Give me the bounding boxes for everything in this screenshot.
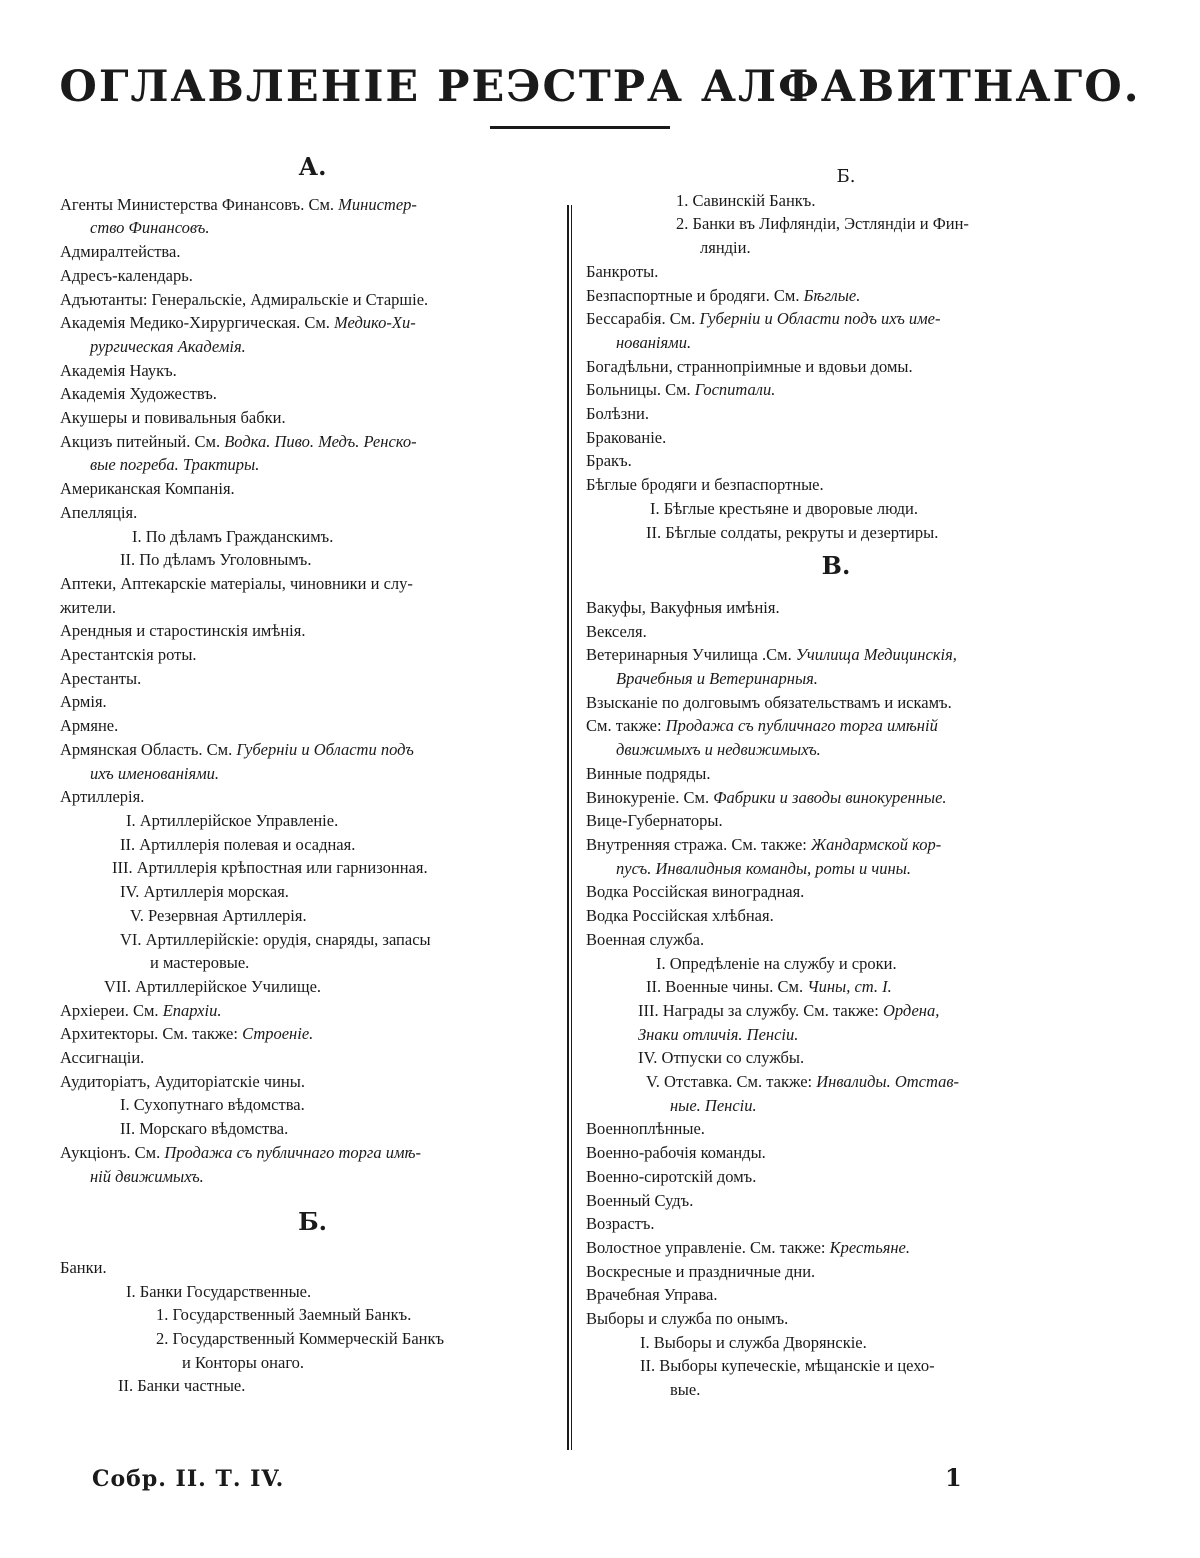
- entry-text: Богадѣльни, страннопріимные и вдовьи домы.: [586, 356, 913, 376]
- right_v-line-11: [586, 857, 1086, 881]
- left_a-line-12: [60, 477, 565, 501]
- entry-text: Академія Наукъ.: [60, 360, 177, 380]
- right_voen-line-5: [586, 1070, 1086, 1094]
- entries-b-2: [586, 260, 1086, 497]
- entry-text: Внутренняя стража. См. также:: [586, 834, 811, 854]
- entry-reference: Госпитали.: [694, 380, 776, 400]
- entry-reference: Продажа съ публичнаго торга имѣній: [665, 716, 938, 736]
- entries-begl: [586, 497, 1086, 544]
- entry-text: Военно-сиротскій домъ.: [586, 1166, 757, 1186]
- right_v2-line-2: [586, 1165, 1086, 1189]
- right_b2-line-6: [586, 402, 1086, 426]
- entry-text: Армія.: [60, 692, 107, 712]
- entry-banks: Банки.: [60, 1257, 107, 1277]
- left_a-line-7: [60, 359, 565, 383]
- left_aud-item-0: I. Сухопутнаго вѣдомства.: [120, 1095, 305, 1115]
- entry-text: Военноплѣнные.: [586, 1119, 705, 1139]
- right_b2-line-1: [586, 284, 1086, 308]
- entry-text: Академія Художествъ.: [60, 384, 217, 404]
- left_a3-line-0: [60, 999, 565, 1023]
- right_v-line-13: [586, 904, 1086, 928]
- left_a2-line-7: [60, 738, 565, 762]
- entries-artillery: [60, 809, 565, 999]
- entry-reference: Министер-: [338, 194, 417, 214]
- entry-text: Врачебная Управа.: [586, 1285, 718, 1305]
- entry-reference: Губерніи и Области подъ ихъ име-: [699, 309, 941, 329]
- entry-text: Арестанты.: [60, 668, 142, 688]
- right-column: [586, 165, 1086, 1402]
- entry-text: Бракъ.: [586, 451, 632, 471]
- right_v-line-10: [586, 833, 1086, 857]
- left_a-line-11: [60, 453, 565, 477]
- entry-reference: движимыхъ и недвижимыхъ.: [616, 740, 821, 760]
- entry-reference: пусъ. Инвалидныя команды, роты и чины.: [616, 858, 911, 878]
- entry-text: Акцизъ питейный. См.: [60, 431, 225, 451]
- column-divider: [567, 205, 572, 1450]
- entry-text: Аукціонъ. См.: [60, 1142, 165, 1162]
- entry-banks-2: II. Банки частные.: [118, 1376, 246, 1396]
- right_v-line-12: [586, 880, 1086, 904]
- section-letter-b-cont: Б.: [836, 166, 856, 187]
- entry-text: Вакуфы, Вакуфныя имѣнія.: [586, 597, 780, 617]
- entry-text: III. Награды за службу. См. также:: [638, 1000, 883, 1020]
- entry-text: Академія Медико-Хирургическая. См.: [60, 313, 335, 333]
- entry-reference: Ордена,: [882, 1000, 940, 1020]
- left_aud-item-1: II. Морскаго вѣдомства.: [120, 1119, 289, 1139]
- right_voen-line-6: [586, 1094, 1086, 1118]
- right_voen-line-3: [586, 1023, 1086, 1047]
- entries-auditoriat: [60, 1093, 565, 1140]
- right_b2-line-9: [586, 473, 1086, 497]
- entry-reference: Жандармской кор-: [810, 834, 942, 854]
- entry-text: I. Опредѣленіе на службу и сроки.: [656, 953, 897, 973]
- entry-text: Архитекторы. См. также:: [60, 1024, 243, 1044]
- right_v2-line-0: [586, 1117, 1086, 1141]
- left_a2-line-8: [60, 762, 565, 786]
- right_voen-line-4: [586, 1046, 1086, 1070]
- right_v2-line-8: [586, 1307, 1086, 1331]
- entry-reference: Продажа съ публичнаго торга имѣ-: [164, 1142, 421, 1162]
- left_art-item-2: III. Артиллерія крѣпостная или гарнизонная.: [112, 858, 428, 878]
- page-title: ОГЛАВЛЕНІЕ РЕЭСТРА АЛФАВИТНАГО.: [59, 62, 1141, 112]
- entry-reference: Училища Медицинскія,: [795, 645, 957, 665]
- entry-text: Адресъ-календарь.: [60, 265, 193, 285]
- right_b2-line-7: [586, 426, 1086, 450]
- entry-text: Больницы. См.: [586, 380, 695, 400]
- entry-text: Военно-рабочія команды.: [586, 1143, 766, 1163]
- left_art-item-7: VII. Артиллерійское Училище.: [104, 976, 322, 996]
- left_a-line-3: [60, 264, 565, 288]
- right_voen-line-0: [586, 952, 1086, 976]
- right_v2-line-6: [586, 1260, 1086, 1284]
- entry-text: V. Отставка. См. также:: [646, 1072, 817, 1092]
- left_art-item-5: VI. Артиллерійскіе: орудія, снаряды, запасы: [120, 929, 431, 949]
- entry-reference: ихъ именованіями.: [90, 763, 220, 783]
- entry-text: Выборы и служба по онымъ.: [586, 1309, 789, 1329]
- entry-reference: Врачебныя и Ветеринарныя.: [616, 669, 818, 689]
- left_a-line-10: [60, 430, 565, 454]
- entry-reference: Губерніи и Области подъ: [236, 739, 414, 759]
- entry-text: IV. Отпуски со службы.: [638, 1048, 805, 1068]
- right_v-line-4: [586, 691, 1086, 715]
- right_v-line-6: [586, 738, 1086, 762]
- entry-text: Адмиралтейства.: [60, 242, 181, 262]
- page-number: 1: [945, 1463, 962, 1492]
- right_vyb-item-2: вые.: [670, 1380, 701, 1400]
- entry-text: Бессарабія. См.: [586, 309, 700, 329]
- entry-livland: 2. Банки въ Лифляндіи, Эстляндіи и Фин-: [676, 214, 969, 234]
- entry-reference: ство Финансовъ.: [90, 218, 210, 238]
- entries-v: [586, 596, 1086, 952]
- entry-text: Акушеры и повивальныя бабки.: [60, 408, 286, 428]
- entry-banks-1b-cont: и Конторы онаго.: [182, 1352, 305, 1372]
- entry-text: Возрастъ.: [586, 1214, 655, 1234]
- entry-text: Воскресные и праздничные дни.: [586, 1261, 816, 1281]
- entry-text: Архіереи. См.: [60, 1000, 163, 1020]
- right_v-line-8: [586, 786, 1086, 810]
- entry-text: жители.: [60, 597, 116, 617]
- entry-banks-1b: 2. Государственный Коммерческій Банкъ: [156, 1329, 445, 1349]
- right_v-line-9: [586, 809, 1086, 833]
- entry-reference: Крестьяне.: [829, 1237, 911, 1257]
- left_a2-line-2: [60, 619, 565, 643]
- entry-text: Американская Компанія.: [60, 479, 235, 499]
- left_a2-line-6: [60, 714, 565, 738]
- entry-text: Волостное управленіе. См. также:: [586, 1237, 830, 1257]
- left_a-line-2: [60, 240, 565, 264]
- entry-reference: Медико-Хи-: [334, 313, 416, 333]
- left_a-line-13: [60, 501, 565, 525]
- entry-text: Военная служба.: [586, 929, 705, 949]
- left_a2-line-0: [60, 572, 565, 596]
- left_a-line-9: [60, 406, 565, 430]
- entry-text: Водка Россійская виноградная.: [586, 882, 805, 902]
- entry-reference: Знаки отличія. Пенсіи.: [638, 1024, 799, 1044]
- entry-reference: вые погреба. Трактиры.: [90, 455, 260, 475]
- right_b2-line-4: [586, 355, 1086, 379]
- right_v-line-14: [586, 928, 1086, 952]
- entry-reference: Фабрики и заводы винокуренные.: [713, 787, 947, 807]
- entry-text: Аудиторіатъ, Аудиторіатскіе чины.: [60, 1071, 305, 1091]
- entry-text: Вице-Губернаторы.: [586, 811, 723, 831]
- entry-reference: ные. Пенсіи.: [670, 1095, 757, 1115]
- entry-text: Взысканіе по долговымъ обязательствамъ и искамъ.: [586, 692, 952, 712]
- entry-text: Адъютанты: Генеральскіе, Адмиральскіе и Старшіе.: [60, 289, 429, 309]
- volume-signature: Собр. II. Т. IV.: [92, 1466, 285, 1492]
- section-letter-v: В.: [821, 551, 851, 581]
- left_a2-line-5: [60, 690, 565, 714]
- entry-text: Арендныя и старостинскія имѣнія.: [60, 621, 306, 641]
- right_v2-line-1: [586, 1141, 1086, 1165]
- right_v-line-2: [586, 643, 1086, 667]
- entry-reference: Епархіи.: [162, 1000, 222, 1020]
- entries-military: [586, 952, 1086, 1118]
- left_a-line-8: [60, 382, 565, 406]
- entries-v-2: [586, 1117, 1086, 1330]
- right_vyb-item-1: II. Выборы купеческіе, мѣщанскіе и цехо-: [640, 1356, 935, 1376]
- entry-text: Апелляція.: [60, 502, 138, 522]
- left_a-line-0: [60, 193, 565, 217]
- entries-a-3: [60, 999, 565, 1094]
- left_a3-line-2: [60, 1046, 565, 1070]
- entries-apel: [60, 525, 565, 572]
- entry-reference: Водка. Пиво. Медъ. Ренско-: [224, 431, 417, 451]
- left-column: [60, 152, 565, 1398]
- entry-text: Безпаспортные и бродяги. См.: [586, 285, 804, 305]
- entry-text: Банкроты.: [586, 261, 659, 281]
- left_art-item-4: V. Резервная Артиллерія.: [130, 905, 307, 925]
- entries-a-2: [60, 572, 565, 809]
- left_a3-line-3: [60, 1070, 565, 1094]
- left_a_apel-item-0: I. По дѣламъ Гражданскимъ.: [132, 526, 334, 546]
- entry-reference: Бѣглые.: [803, 285, 861, 305]
- entry-text: Винные подряды.: [586, 763, 711, 783]
- right_voen-line-2: [586, 999, 1086, 1023]
- entry-banks-1a: 1. Государственный Заемный Банкъ.: [156, 1305, 412, 1325]
- entry-text: Винокуреніе. См.: [586, 787, 714, 807]
- left_a4-line-0: [60, 1141, 565, 1165]
- left_a-line-1: [60, 216, 565, 240]
- title-rule: [490, 126, 670, 129]
- right_v2-line-5: [586, 1236, 1086, 1260]
- left_a-line-4: [60, 288, 565, 312]
- right_b2-line-5: [586, 378, 1086, 402]
- right_vyb-item-0: I. Выборы и служба Дворянскіе.: [640, 1332, 867, 1352]
- entry-banks-1: I. Банки Государственные.: [126, 1281, 312, 1301]
- right_b2-line-8: [586, 449, 1086, 473]
- right_v2-line-7: [586, 1283, 1086, 1307]
- entry-reference: Строеніе.: [242, 1024, 314, 1044]
- entry-text: Бракованіе.: [586, 427, 667, 447]
- entry-text: II. Военные чины. См.: [646, 977, 808, 997]
- right_b2-line-2: [586, 307, 1086, 331]
- entry-text: Векселя.: [586, 621, 647, 641]
- entries-a-4: [60, 1141, 565, 1188]
- right_v2-line-4: [586, 1212, 1086, 1236]
- entry-text: Ассигнаціи.: [60, 1048, 145, 1068]
- entry-text: Арестантскія роты.: [60, 645, 197, 665]
- entry-text: Армяне.: [60, 716, 119, 736]
- entry-reference: Инвалиды. Отстав-: [816, 1072, 960, 1092]
- entry-text: Военный Судъ.: [586, 1190, 694, 1210]
- entry-text: Агенты Министерства Финансовъ. См.: [60, 194, 339, 214]
- left_art-item-6: и мастеровые.: [150, 953, 250, 973]
- right_begl-item-1: II. Бѣглые солдаты, рекруты и дезертиры.: [646, 522, 939, 542]
- right_v-line-7: [586, 762, 1086, 786]
- left_a2-line-3: [60, 643, 565, 667]
- right_v-line-0: [586, 596, 1086, 620]
- section-letter-b: Б.: [298, 1207, 327, 1237]
- right_v-line-1: [586, 620, 1086, 644]
- entry-text: Водка Россійская хлѣбная.: [586, 906, 774, 926]
- right_v-line-3: [586, 667, 1086, 691]
- left_a3-line-1: [60, 1022, 565, 1046]
- left_a4-line-1: [60, 1165, 565, 1189]
- entry-text: Бѣглые бродяги и безпаспортные.: [586, 475, 824, 495]
- left_a2-line-4: [60, 667, 565, 691]
- right_v2-line-3: [586, 1189, 1086, 1213]
- left_a2-line-9: [60, 785, 565, 809]
- left_art-item-3: IV. Артиллерія морская.: [120, 882, 289, 902]
- section-letter-a: А.: [298, 152, 327, 181]
- left_a-line-5: [60, 311, 565, 335]
- right_v-line-5: [586, 714, 1086, 738]
- right_begl-item-0: I. Бѣглые крестьяне и дворовые люди.: [650, 498, 918, 518]
- left_a_apel-item-1: II. По дѣламъ Уголовнымъ.: [120, 550, 312, 570]
- right_b2-line-0: [586, 260, 1086, 284]
- left_art-item-0: I. Артиллерійское Управленіе.: [126, 810, 339, 830]
- entry-text: Ветеринарныя Училища .См.: [586, 645, 796, 665]
- entry-reference: рургическая Академія.: [90, 336, 246, 356]
- right_voen-line-1: [586, 975, 1086, 999]
- entry-text: Армянская Область. См.: [60, 739, 237, 759]
- entry-reference: Чины, ст. I.: [807, 977, 892, 997]
- entries-elections: [586, 1331, 1086, 1402]
- entry-livland-cont: ляндіи.: [700, 238, 751, 258]
- entry-savinsky: 1. Савинскій Банкъ.: [676, 190, 816, 210]
- entry-text: Артиллерія.: [60, 787, 145, 807]
- left_a-line-6: [60, 335, 565, 359]
- right_b2-line-3: [586, 331, 1086, 355]
- entry-reference: нованіями.: [616, 332, 692, 352]
- entry-text: Аптеки, Аптекарскіе матеріалы, чиновники и слу-: [60, 573, 413, 593]
- left_art-item-1: II. Артиллерія полевая и осадная.: [120, 834, 356, 854]
- entry-text: Болѣзни.: [586, 404, 650, 424]
- entry-text: См. также:: [586, 716, 666, 736]
- entries-a-1: [60, 193, 565, 525]
- left_a2-line-1: [60, 596, 565, 620]
- entry-reference: ній движимыхъ.: [90, 1166, 204, 1186]
